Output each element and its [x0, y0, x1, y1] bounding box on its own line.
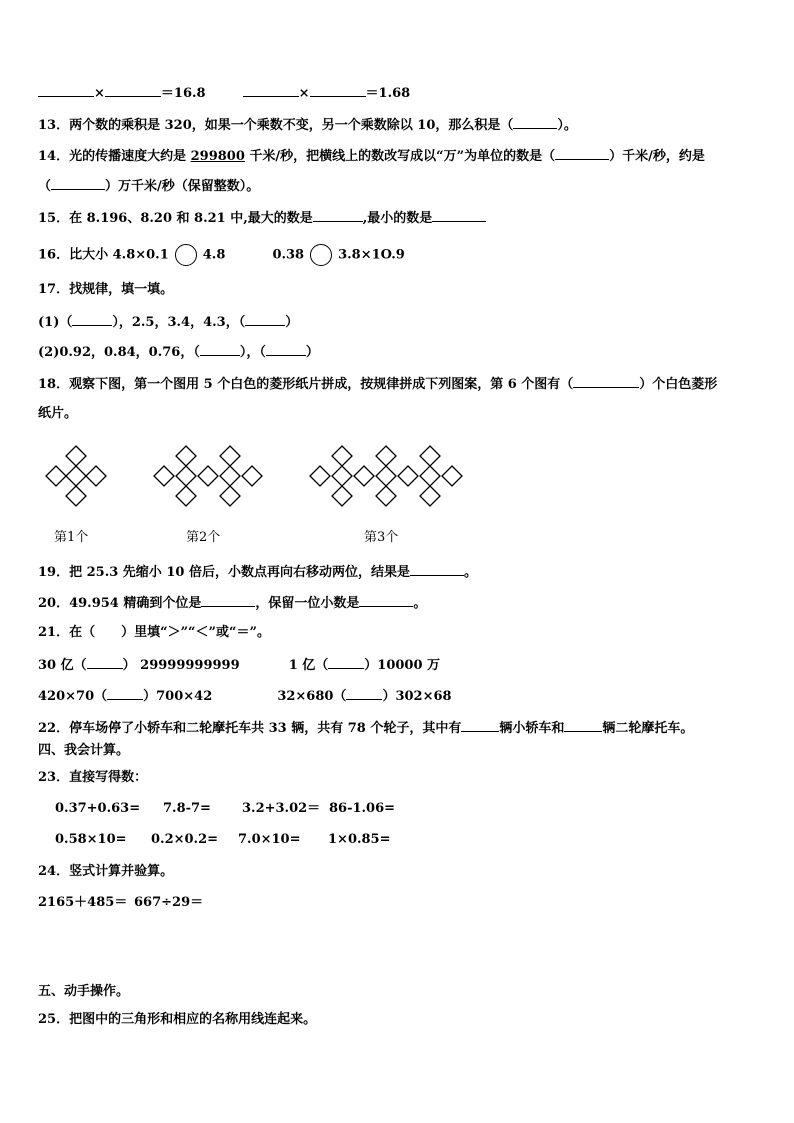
question-18-line-1 — [38, 375, 717, 393]
question-text: 420×70（ — [38, 689, 108, 704]
answer-blank[interactable] — [346, 687, 382, 700]
question-text: ） — [285, 315, 299, 330]
question-24-items — [38, 895, 203, 911]
equation-result: ＝16.8 — [160, 86, 206, 101]
question-17-title: 17．找规律，填一填。 — [38, 282, 174, 297]
answer-blank[interactable] — [410, 563, 464, 576]
arithmetic-item: 2165＋485＝ — [38, 895, 128, 910]
arithmetic-item: 7.0×10= — [238, 832, 301, 847]
question-text: 30 亿（ — [38, 658, 87, 673]
question-text: ）。 — [557, 118, 577, 133]
answer-blank[interactable] — [201, 594, 255, 607]
question-text: ）个白色菱形 — [639, 377, 718, 392]
question-text: ），（ — [239, 345, 266, 360]
equation-result: ＝1.68 — [365, 86, 411, 101]
answer-blank[interactable] — [359, 594, 413, 607]
question-text: ，保留一位小数是 — [255, 596, 360, 611]
question-text: 4.8 — [202, 247, 226, 263]
question-text: ）万千米/秒（保留整数）。 — [105, 179, 260, 194]
question-13 — [38, 116, 577, 134]
section-4-heading: 四、我会计算。 — [38, 743, 130, 758]
arithmetic-item: 0.58×10= — [55, 832, 127, 847]
answer-blank[interactable] — [461, 719, 499, 732]
question-19 — [38, 563, 477, 581]
arithmetic-item: 0.2×0.2= — [151, 832, 219, 847]
question-23-title: 23．直接写得数： — [38, 770, 148, 785]
question-14-line-1 — [38, 147, 705, 165]
answer-blank[interactable] — [328, 656, 364, 669]
answer-blank[interactable] — [310, 84, 366, 97]
arithmetic-item: 7.8-7= — [163, 801, 211, 816]
answer-blank[interactable] — [564, 719, 602, 732]
question-text: ）700×42 — [143, 689, 213, 704]
answer-blank[interactable] — [72, 313, 112, 326]
question-16 — [38, 244, 405, 266]
question-text: 辆二轮摩托车。 — [602, 721, 694, 736]
question-text: 18．观察下图，第一个图用 5 个白色的菱形纸片拼成，按规律拼成下列图案，第 6 个图有（ — [38, 377, 574, 392]
question-text: 0.38 — [272, 247, 305, 263]
section-5-heading: 五、动手操作。 — [38, 984, 130, 999]
question-text: (2)0.92，0.84，0.76，（ — [38, 345, 200, 360]
question-text: （ — [38, 179, 52, 194]
pattern-figure-1 — [40, 440, 112, 512]
question-21-title: 21．在（ ）里填“＞”“＜”或“＝”。 — [38, 625, 270, 640]
question-text: 3.8×1O.9 — [338, 247, 405, 263]
answer-blank[interactable] — [87, 656, 123, 669]
answer-blank[interactable] — [313, 209, 363, 222]
answer-blank[interactable] — [266, 343, 306, 356]
question-17-row-1 — [38, 313, 298, 331]
question-21-row-1 — [38, 656, 440, 674]
question-text: ）302×68 — [382, 689, 452, 704]
question-20 — [38, 594, 426, 612]
answer-blank[interactable] — [51, 177, 105, 190]
arithmetic-item: 0.37+0.63= — [55, 801, 141, 816]
question-text: 19．把 25.3 先缩小 10 倍后，小数点再向右移动两位，结果是 — [38, 565, 410, 580]
question-text: 。 — [463, 565, 477, 580]
question-text: (1)（ — [38, 315, 73, 330]
question-22 — [38, 719, 693, 737]
answer-blank[interactable] — [555, 147, 609, 160]
question-text: ），2.5，3.4，4.3，（ — [112, 315, 246, 330]
answer-blank[interactable] — [513, 116, 557, 129]
compare-circle[interactable] — [310, 244, 332, 266]
answer-blank[interactable] — [243, 84, 299, 97]
question-15 — [38, 209, 486, 227]
question-text: 千米/秒，把横线上的数改写成以“万”为单位的数是（ — [244, 149, 556, 164]
answer-blank[interactable] — [200, 343, 240, 356]
question-text: ）10000 万 — [364, 658, 441, 673]
answer-blank[interactable] — [245, 313, 285, 326]
question-23-row-1 — [55, 801, 395, 817]
arithmetic-item: 1×0.85= — [328, 832, 391, 847]
question-text: 15．在 8.196、8.20 和 8.21 中,最大的数是 — [38, 211, 313, 226]
question-text: ,最小的数是 — [362, 211, 433, 226]
question-21-row-2 — [38, 687, 452, 705]
figure-caption-1: 第1个 — [54, 530, 89, 545]
question-18-line-2: 纸片。 — [38, 406, 78, 421]
underlined-number: 299800 — [190, 149, 245, 164]
question-17-row-2 — [38, 343, 319, 361]
q12-line — [38, 84, 410, 102]
question-text: 32×680（ — [277, 689, 347, 704]
question-23-row-2 — [55, 832, 391, 848]
answer-blank[interactable] — [432, 209, 486, 222]
times-sign: × — [94, 86, 105, 101]
question-text: ）千米/秒，约是 — [609, 149, 705, 164]
answer-blank[interactable] — [105, 84, 161, 97]
pattern-figure-2 — [150, 440, 270, 512]
answer-blank[interactable] — [573, 375, 639, 388]
answer-blank[interactable] — [38, 84, 94, 97]
question-text: 14．光的传播速度大约是 — [38, 149, 191, 164]
question-24-title: 24．竖式计算并验算。 — [38, 864, 174, 879]
question-14-line-2 — [38, 177, 259, 195]
arithmetic-item: 86-1.06= — [329, 801, 396, 816]
question-text: 13．两个数的乘积是 320，如果一个乘数不变，另一个乘数除以 10，那么积是（ — [38, 118, 514, 133]
question-text: 20．49.954 精确到个位是 — [38, 596, 202, 611]
question-text: 22．停车场停了小轿车和二轮摩托车共 33 辆，共有 78 个轮子，其中有 — [38, 721, 462, 736]
times-sign: × — [298, 86, 310, 101]
question-25: 25．把图中的三角形和相应的名称用线连起来。 — [38, 1012, 317, 1027]
question-text: ） 29999999999 — [122, 658, 240, 673]
answer-blank[interactable] — [107, 687, 143, 700]
question-text: 16．比大小 4.8×0.1 — [38, 247, 169, 263]
figure-caption-2: 第2个 — [186, 530, 221, 545]
question-text: 辆小轿车和 — [499, 721, 565, 736]
question-text: 。 — [413, 596, 427, 611]
question-text: 1 亿（ — [288, 658, 329, 673]
pattern-figure-3 — [306, 440, 470, 512]
compare-circle[interactable] — [175, 244, 197, 266]
arithmetic-item: 667÷29＝ — [134, 895, 204, 910]
figure-caption-3: 第3个 — [364, 530, 399, 545]
question-text: ） — [305, 345, 319, 360]
arithmetic-item: 3.2+3.02＝ — [242, 801, 321, 816]
